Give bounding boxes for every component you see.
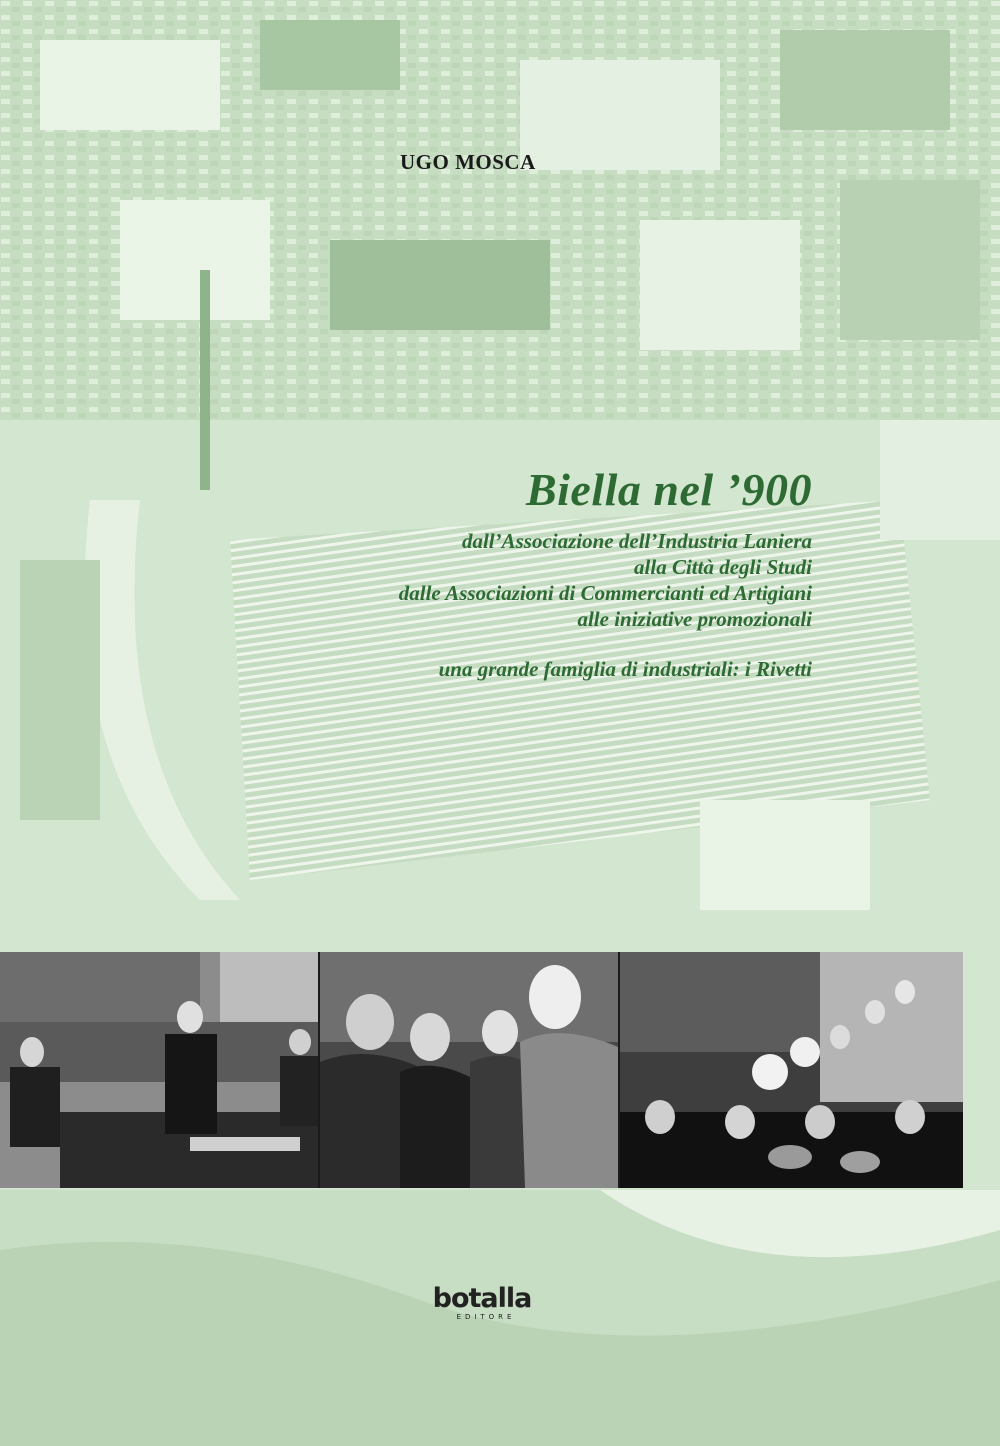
subtitle-line: alla Città degli Studi (634, 555, 812, 579)
photo-conference-speaker (0, 952, 318, 1188)
author-name: UGO MOSCA (400, 150, 536, 174)
photo-men-talking (320, 952, 618, 1188)
tagline: una grande famiglia di industriali: i Rivetti (438, 657, 812, 681)
book-title: Biella nel ’900 (525, 464, 812, 515)
title-block (399, 462, 812, 682)
subtitle-line: dall’Associazione dell’Industria Laniera (461, 529, 812, 553)
publisher-logo (432, 1285, 532, 1322)
subtitle-line: dalle Associazioni di Commercianti ed Artigiani (398, 581, 812, 605)
publisher-name: botalla (432, 1283, 532, 1314)
publisher-subtitle: EDITORE (456, 1313, 516, 1321)
photo-strip (0, 952, 963, 1188)
subtitle-line: alle iniziative promozionali (577, 607, 812, 631)
photo-band-and-crowd (620, 952, 963, 1188)
